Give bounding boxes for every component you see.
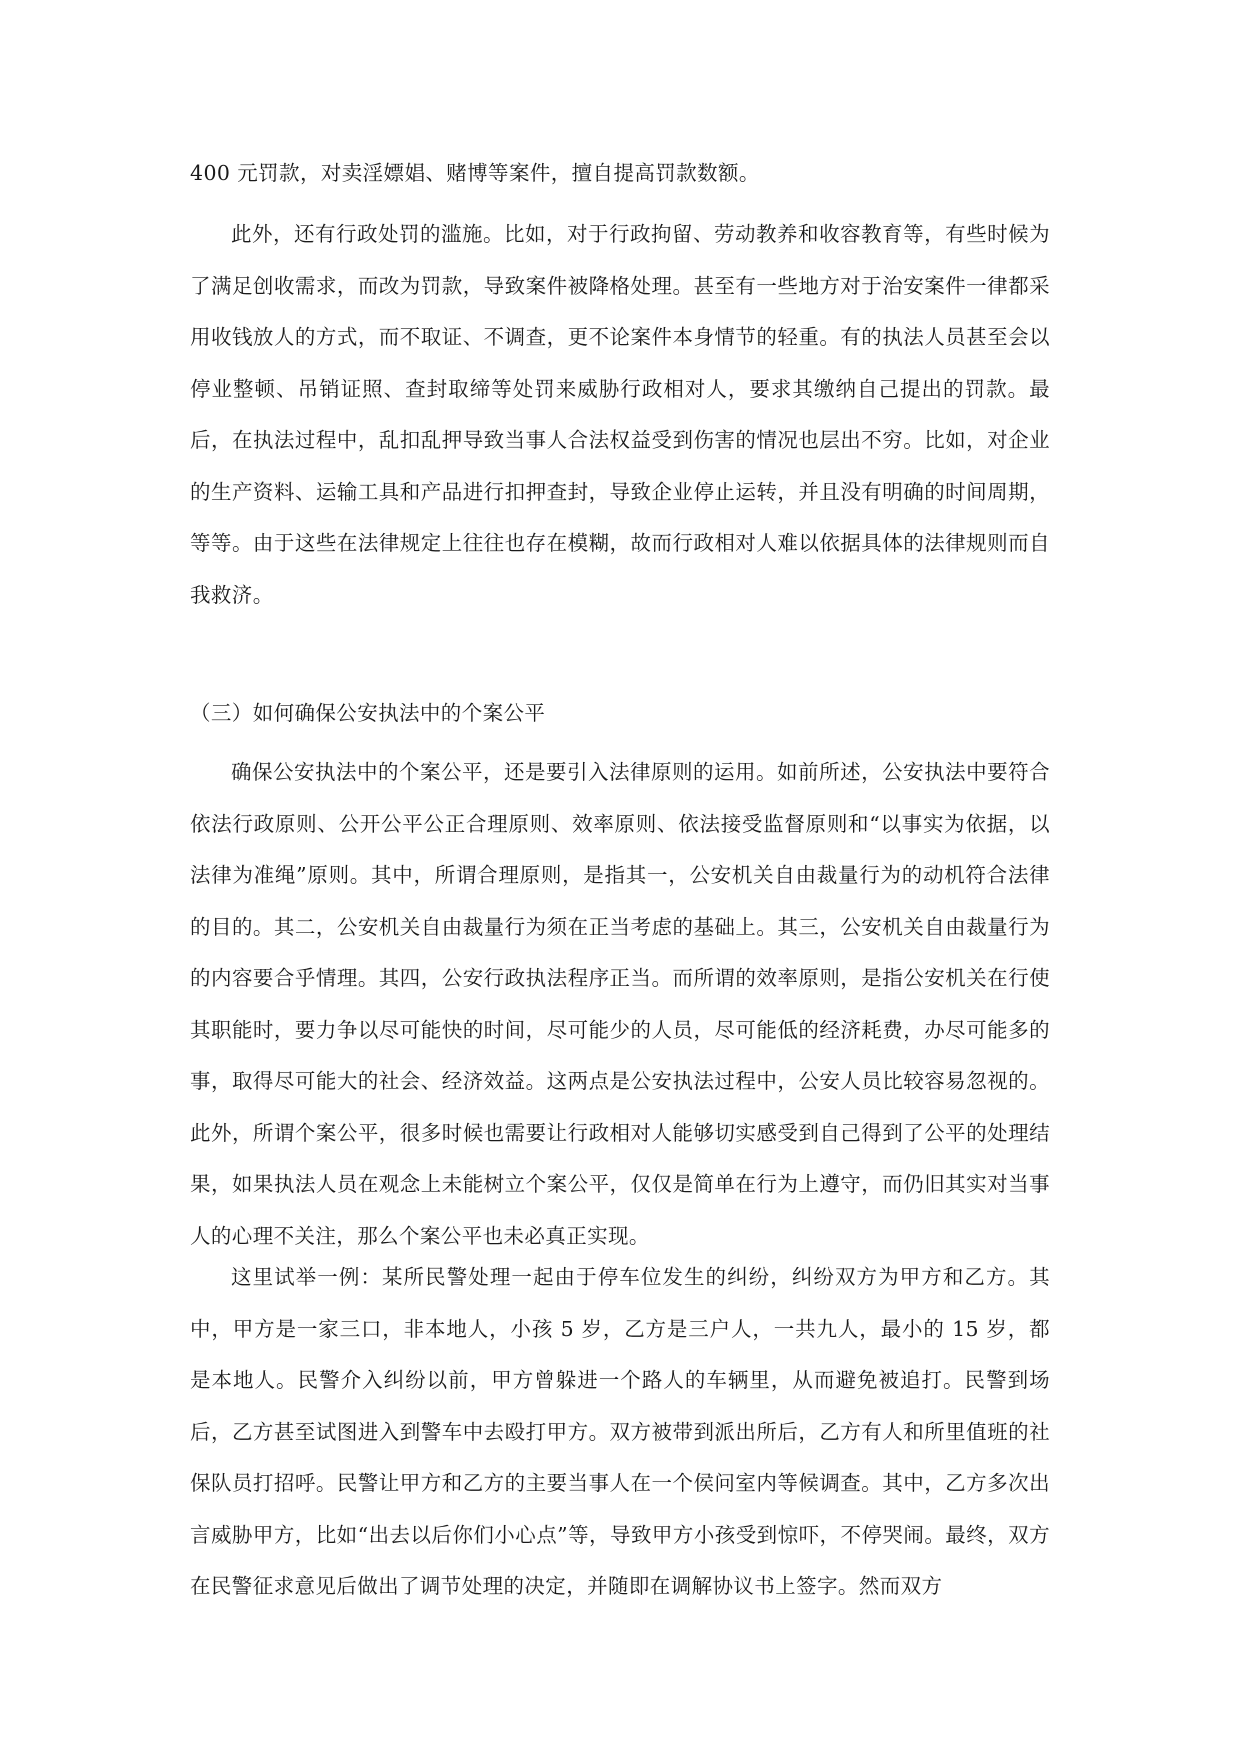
paragraph-penalty-abuse: 此外，还有行政处罚的滥施。比如，对于行政拘留、劳动教养和收容教育等，有些时候为了满足创收需求，而改为罚款，导致案件被降格处理。甚至有一些地方对于治安案件一律都采用收钱放人的方式，而不取证、不调查，更不论案件本身情节的轻重。有的执法人员甚至会以停业整顿、吊销证照、查封取缔等处罚来威胁行政相对人，要求其缴纳自己提出的罚款。最后，在执法过程中，乱扣乱押导致当事人合法权益受到伤害的情况也层出不穷。比如，对企业的生产资料、运输工具和产品进行扣押查封，导致企业停止运转，并且没有明确的时间周期，等等。由于这些在法律规定上往往也存在模糊，故而行政相对人难以依据具体的法律规则而自我救济。 xyxy=(190,222,1050,607)
section-heading: （三）如何确保公安执法中的个案公平 xyxy=(190,701,546,725)
paragraph-case-fairness: 确保公安执法中的个案公平，还是要引入法律原则的运用。如前所述，公安执法中要符合依法行政原则、公开公平公正合理原则、效率原则、依法接受监督原则和“以事实为依据，以法律为准绳”原则。其中，所谓合理原则，是指其一，公安机关自由裁量行为的动机符合法律 的目的。其二，公安机关自由裁量行为须在正当考虑的基础上。其三，公安机关自由裁量行为的内容要合乎情理。其四，公安行政执法程序正当。而所谓的效率原则，是指公安机关在行使其职能时，要力争以尽可能快的时间，尽可能少的人员，尽可能低的经济耗费，办尽可能多的事，取得尽可能大的社会、经济效益。这两点是公安执法过程中，公安人员比较容易忽视的。此外，所谓个案公平，很多时候也需要让行政相对人能够切实感受到自己得到了公平的处理结果，如果执法人员在观念上未能树立个案公平，仅仅是简单在行为上遵守，而仍旧其实对当事人的心理不关注，那么个案公平也未必真正实现。 xyxy=(190,760,1050,1248)
paragraph-example-case: 这里试举一例：某所民警处理一起由于停车位发生的纠纷，纠纷双方为甲方和乙方。其中，甲方是一家三口，非本地人，小孩 5 岁，乙方是三户人，一共九人，最小的 15 岁，都是本地人。民警介入纠纷以前，甲方曾躲进一个路人的车辆里，从而避免被追打。民警到场后，乙方甚至试图进入到警车中去殴打甲方。双方被带到派出所后，乙方有人和所里值班的社保队员打招呼。民警让甲方和乙方的主要当事人在一个侯问室内等候调查。其中，乙方多次出言威胁甲方，比如“出去以后你们小心点”等，导致甲方小孩受到惊吓，不停哭闹。最终，双方在民警征求意见后做出了调节处理的决定，并随即在调解协议书上签字。然而双方 xyxy=(190,1265,1050,1598)
paragraph-fine-amount: 400 元罚款，对卖淫嫖娼、赌博等案件，擅自提高罚款数额。 xyxy=(190,161,760,185)
